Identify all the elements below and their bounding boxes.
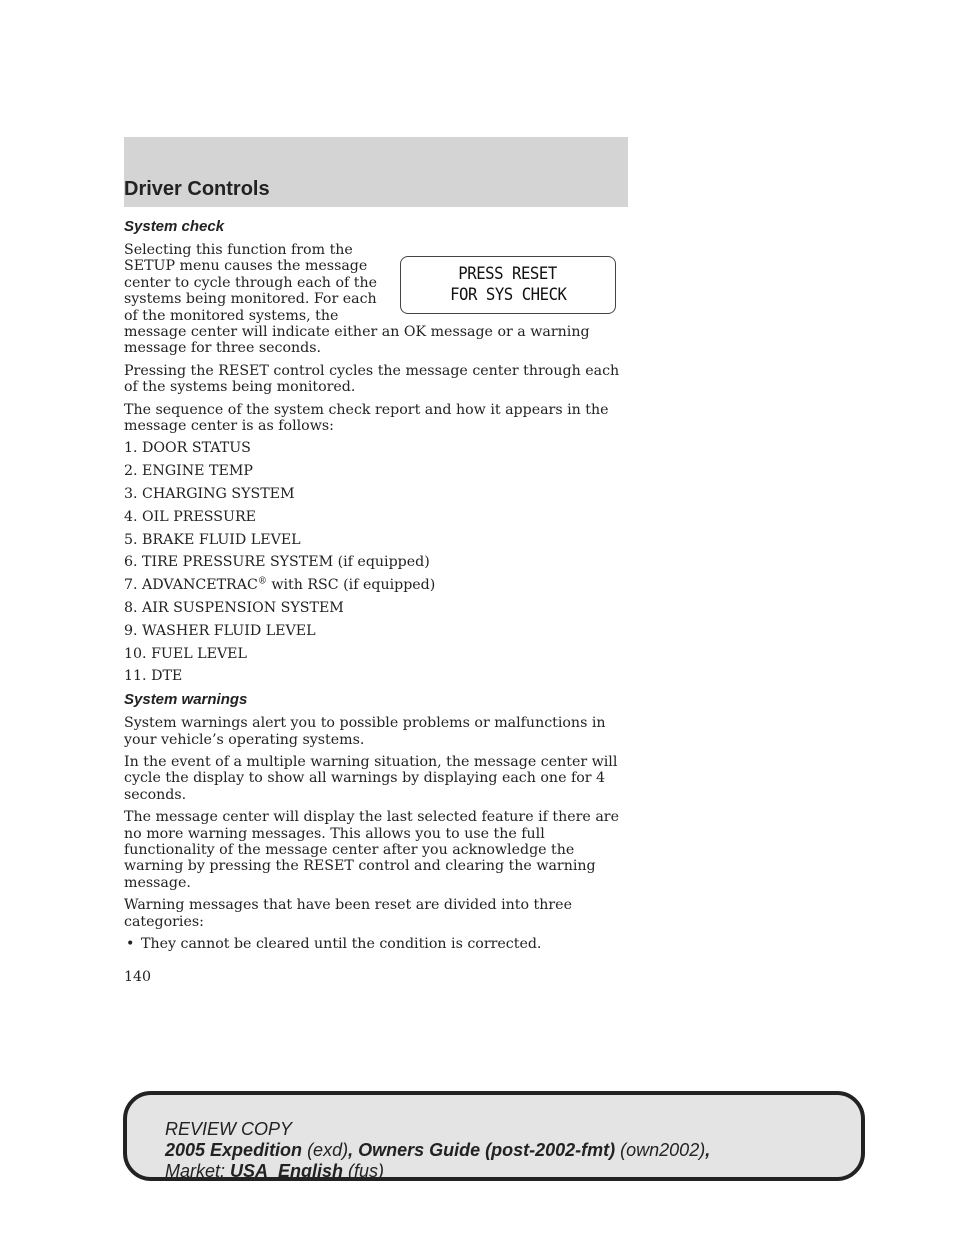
footer-market-line [165,1161,710,1182]
system-warnings-para-2: In the event of a multiple warning situation, the message center will cycle the display to show all warnings by displaying each one for 4 seconds. [124,754,618,803]
system-check-heading: System check [124,218,225,235]
system-check-para-1: Selecting this function from the SETUP menu causes the message center to cycle through each of the systems being monitored. For each of the monitored systems, the message center will indicate either an OK message or a warning message for three seconds. [124,242,590,357]
list-item: 2. ENGINE TEMP [124,463,253,480]
list-item: 8. AIR SUSPENSION SYSTEM [124,600,344,617]
list-item: 5. BRAKE FLUID LEVEL [124,531,301,548]
page-number: 140 [124,968,152,985]
system-check-list [124,440,628,684]
footer-publication-line [165,1140,710,1161]
review-copy-label: REVIEW COPY [165,1119,293,1139]
footer-market-label: Market: [165,1161,231,1181]
list-item: 1. DOOR STATUS [124,440,251,457]
page-content [124,218,628,985]
footer-sep-2: , [705,1140,711,1160]
display-line-2: FOR SYS CHECK [449,285,567,305]
footer-model: 2005 Expedition [165,1140,303,1160]
footer-guide: Owners Guide (post-2002-fmt) [358,1140,616,1160]
footer-market: USA_English [230,1161,344,1181]
footer-text [165,1119,710,1182]
registered-mark: ® [257,576,267,587]
section-header-band [124,137,628,207]
list-item [124,577,628,593]
system-warnings-para-1: System warnings alert you to possible problems or malfunctions in your vehicle’s operating systems. [124,715,606,748]
system-warnings-para-4: Warning messages that have been reset are divided into three categories: [124,897,572,930]
footer-sep-1: , [348,1140,359,1160]
system-check-para-3: The sequence of the system check report and how it appears in the message center is as follows: [124,401,609,435]
list-item: 6. TIRE PRESSURE SYSTEM (if equipped) [124,554,430,571]
list-item: 11. DTE [124,668,183,685]
message-center-display [400,256,616,314]
system-warnings-para-3: The message center will display the last selected feature if there are no more warning messages. This allows you to use the full functionality of the message center after you acknowledge the warning by pressing the RESET control and clearing the warning message. [124,809,619,891]
review-copy-footer [123,1091,865,1181]
list-item: • They cannot be cleared until the condition is corrected. [124,936,628,952]
display-line-1: PRESS RESET [458,264,558,284]
list-item: 3. CHARGING SYSTEM [124,486,295,503]
list-item-label: 7. ADVANCETRAC [124,577,258,594]
list-item: 9. WASHER FLUID LEVEL [124,622,316,639]
list-item: 4. OIL PRESSURE [124,508,256,525]
warning-categories-list [124,936,628,952]
footer-guide-code: (own2002) [615,1140,706,1160]
system-warnings-heading: System warnings [124,691,248,709]
footer-market-code: (fus) [343,1161,385,1181]
system-check-para-2: Pressing the RESET control cycles the message center through each of the systems being monitored. [124,362,620,396]
section-title: Driver Controls [124,178,270,200]
list-item-tail: with RSC (if equipped) [266,577,436,594]
list-item: 10. FUEL LEVEL [124,645,247,662]
footer-model-code: (exd) [302,1140,349,1160]
